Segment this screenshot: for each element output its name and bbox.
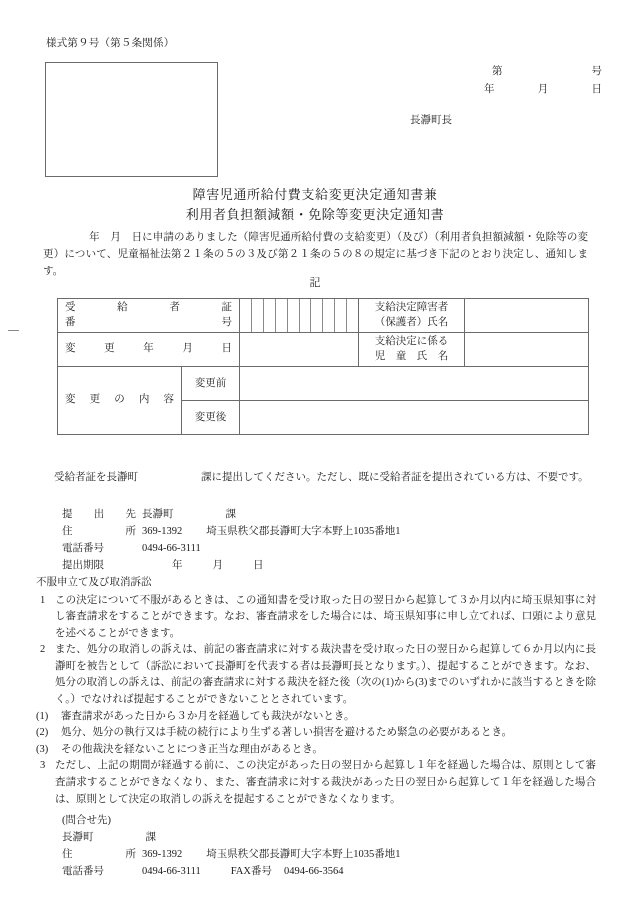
- change-date-label: 変更年月日: [65, 343, 232, 355]
- footer-contact-postal-code: 369-1392: [142, 849, 183, 860]
- footer-contact-fax: 0494-66-3564: [283, 866, 344, 877]
- document-title-line-2: 利用者負担額減額・免除等変更決定通知書: [185, 207, 445, 223]
- cell-child-name-value[interactable]: [465, 333, 589, 367]
- certificate-digit-box[interactable]: [288, 299, 300, 332]
- appeals-section: [36, 575, 596, 808]
- cell-after-value[interactable]: [240, 401, 589, 435]
- child-name-label-line-2: 児 童 氏 名: [374, 350, 449, 362]
- footer-contact-heading: (問合せ先): [62, 815, 111, 826]
- form-number: 様式第９号（第５条関係）: [46, 38, 175, 49]
- appeals-item-number: (2): [36, 727, 49, 739]
- submission-address-text: 埼玉県秩父郡長瀞町大字本野上1035番地1: [206, 526, 401, 537]
- submission-tel-key: 電話番号: [62, 543, 104, 554]
- submission-address-row: [62, 523, 401, 540]
- appeals-heading: 不服申立て及び取消訴訟: [36, 577, 152, 588]
- document-title-line-1: 障害児通所給付費支給変更決定通知書兼: [192, 187, 438, 202]
- decision-table: [57, 298, 589, 435]
- beneficiary-name-label-line-2: （保護者）氏名: [374, 316, 449, 328]
- appeals-item-text: この決定について不服があるときは、この通知書を受け取った日の翌日から起算して３か月以内に埼玉県知事に対し審査請求をすることができます。なお、審査請求をした場合には、埼玉県知事に申し立てれば、口頭により意見を述べることができます。: [55, 594, 596, 639]
- submission-details: [62, 506, 401, 574]
- appeals-item-number: 2: [40, 644, 46, 656]
- appeals-item-number: (1): [36, 710, 49, 722]
- change-content-label: 変更の内容: [65, 394, 174, 406]
- footer-contact-tel-row: [62, 863, 401, 880]
- certificate-digit-box[interactable]: [276, 299, 288, 332]
- appeals-item: [36, 593, 596, 643]
- footer-contact-fax-key: FAX番号: [230, 866, 272, 877]
- beneficiary-name-label-line-1: 支給決定障害者: [374, 302, 449, 314]
- fold-mark: [8, 330, 19, 331]
- appeals-item: [36, 725, 596, 742]
- cell-beneficiary-name-value[interactable]: [465, 299, 589, 333]
- appeals-item-text: その他裁決を経ないことにつき正当な理由があるとき。: [61, 743, 323, 755]
- child-name-label-line-1: 支給決定に係る: [374, 336, 449, 348]
- cell-before-label: 変更前: [182, 367, 240, 401]
- certificate-digit-box[interactable]: [311, 299, 323, 332]
- document-number-prefix: 第: [492, 66, 503, 77]
- footer-contact-address-value: [136, 846, 401, 863]
- submission-deadline-month: 月: [212, 560, 223, 571]
- appeals-item-text: 審査請求があった日から３か月を経過しても裁決がないとき。: [61, 710, 355, 722]
- footer-contact-address-row: [62, 846, 401, 863]
- intro-paragraph: [43, 229, 588, 280]
- document-title: [0, 185, 630, 225]
- ki-marker: 記: [309, 277, 321, 289]
- recipient-address-box: [45, 62, 218, 177]
- appeals-item-number: 1: [40, 594, 46, 606]
- cell-change-date-label: [58, 333, 240, 367]
- certificate-number-label-line-1: 受給者証: [65, 302, 232, 314]
- footer-contact-town: 長瀞町: [62, 832, 94, 843]
- table-row-change-date: [58, 333, 589, 367]
- appeals-item: [36, 709, 596, 726]
- document-number-suffix: 号: [591, 66, 602, 77]
- submission-deadline-year: 年: [172, 560, 183, 571]
- certificate-digit-box[interactable]: [240, 299, 252, 332]
- document-number-field: [492, 64, 602, 79]
- submission-destination-key: 提出先: [62, 509, 136, 520]
- cell-before-value[interactable]: [240, 367, 589, 401]
- submission-notice-text: 受給者証を長瀞町 課に提出してください。ただし、既に受給者証を提出されている方は、不要です。: [54, 472, 589, 483]
- footer-contact-address-text: 埼玉県秩父郡長瀞町大字本野上1035番地1: [206, 849, 401, 860]
- certificate-digit-box[interactable]: [252, 299, 264, 332]
- footer-contact-section: [62, 812, 401, 880]
- certificate-number-label-line-2: 番 号: [65, 316, 232, 328]
- certificate-digit-box[interactable]: [300, 299, 312, 332]
- submission-tel-row: [62, 540, 401, 557]
- footer-contact-address-key: 住所: [62, 849, 136, 860]
- submission-destination-section: 課: [225, 509, 236, 520]
- footer-contact-tel-value: [136, 863, 343, 880]
- submission-postal-code: 369-1392: [142, 526, 183, 537]
- intro-text: 年 月 日に申請のありました（障害児通所給付費の支給変更）（及び）（利用者負担額減額・免除等の変更）について、児童福祉法第２１条の５の３及び第２１条の５の８の規定に基づき下記のとおり決定し、通知します。: [43, 232, 588, 277]
- table-row-change-before: [58, 367, 589, 401]
- appeals-item-text: また、処分の取消しの訴えは、前記の審査請求に対する裁決書を受け取った日の翌日から起算して６か月以内に長瀞町を被告として（訴訟において長瀞町を代表する者は長瀞町長となります。）、提起することができます。なお、処分の取消しの訴えは、前記の審査請求に対する裁決を経た後（次の(1)から(3)までのいずれかに該当するときを除く。）でなければ提起することができないこととされています。: [55, 644, 596, 706]
- submission-deadline-row: [62, 557, 401, 574]
- certificate-digit-box[interactable]: [264, 299, 276, 332]
- footer-contact-office-row: [62, 829, 401, 846]
- submission-deadline-day: 日: [253, 560, 264, 571]
- cell-change-date-value[interactable]: [240, 333, 359, 367]
- submission-address-value: [136, 523, 401, 540]
- submission-destination-value: [136, 506, 236, 523]
- submission-notice: [43, 470, 591, 487]
- appeals-item: [36, 742, 596, 759]
- certificate-digit-box[interactable]: [335, 299, 347, 332]
- appeals-item-number: 3: [40, 760, 46, 772]
- submission-deadline-key: 提出期限: [62, 560, 104, 571]
- submission-address-key: 住所: [62, 526, 136, 537]
- cell-child-name-label: [359, 333, 465, 367]
- cell-change-content-label: [58, 367, 182, 435]
- footer-contact-section-name: 課: [145, 832, 156, 843]
- document-date-month: 月: [537, 84, 549, 95]
- cell-beneficiary-name-label: [359, 299, 465, 333]
- appeals-item: [36, 758, 596, 808]
- appeals-item: [36, 642, 596, 708]
- cell-certificate-number-input[interactable]: [240, 299, 359, 333]
- submission-deadline-value: [136, 557, 264, 574]
- certificate-digit-box[interactable]: [323, 299, 335, 332]
- appeals-item-text: 処分、処分の執行又は手続の続行により生ずる著しい損害を避けるため緊急の必要があるとき。: [61, 727, 513, 739]
- document-date-year: 年: [484, 84, 495, 95]
- appeals-item-text: ただし、上記の期間が経過する前に、この決定があった日の翌日から起算し１年を経過した場合は、原則として審査請求することができなくなり、また、審査請求に対する裁決があった日の翌日から起算して１年を経過した場合は、原則として決定の取消しの訴えを提起することができなくなります。: [55, 760, 596, 805]
- table-row-certificate-number: [58, 299, 589, 333]
- submission-tel-value: 0494-66-3111: [142, 543, 201, 554]
- submission-destination-town: 長瀞町: [142, 509, 174, 520]
- document-date-day: 日: [591, 84, 602, 95]
- certificate-digit-box[interactable]: [347, 299, 358, 332]
- cell-certificate-number-label: [58, 299, 240, 333]
- submission-destination-row: [62, 506, 401, 523]
- certificate-number-segments[interactable]: [240, 299, 358, 332]
- footer-contact-tel: 0494-66-3111: [142, 866, 201, 877]
- document-date-field: [484, 82, 602, 97]
- footer-contact-tel-key: 電話番号: [62, 866, 104, 877]
- cell-after-label: 変更後: [182, 401, 240, 435]
- issuer-name: 長瀞町長: [410, 115, 452, 126]
- appeals-item-number: (3): [36, 743, 49, 755]
